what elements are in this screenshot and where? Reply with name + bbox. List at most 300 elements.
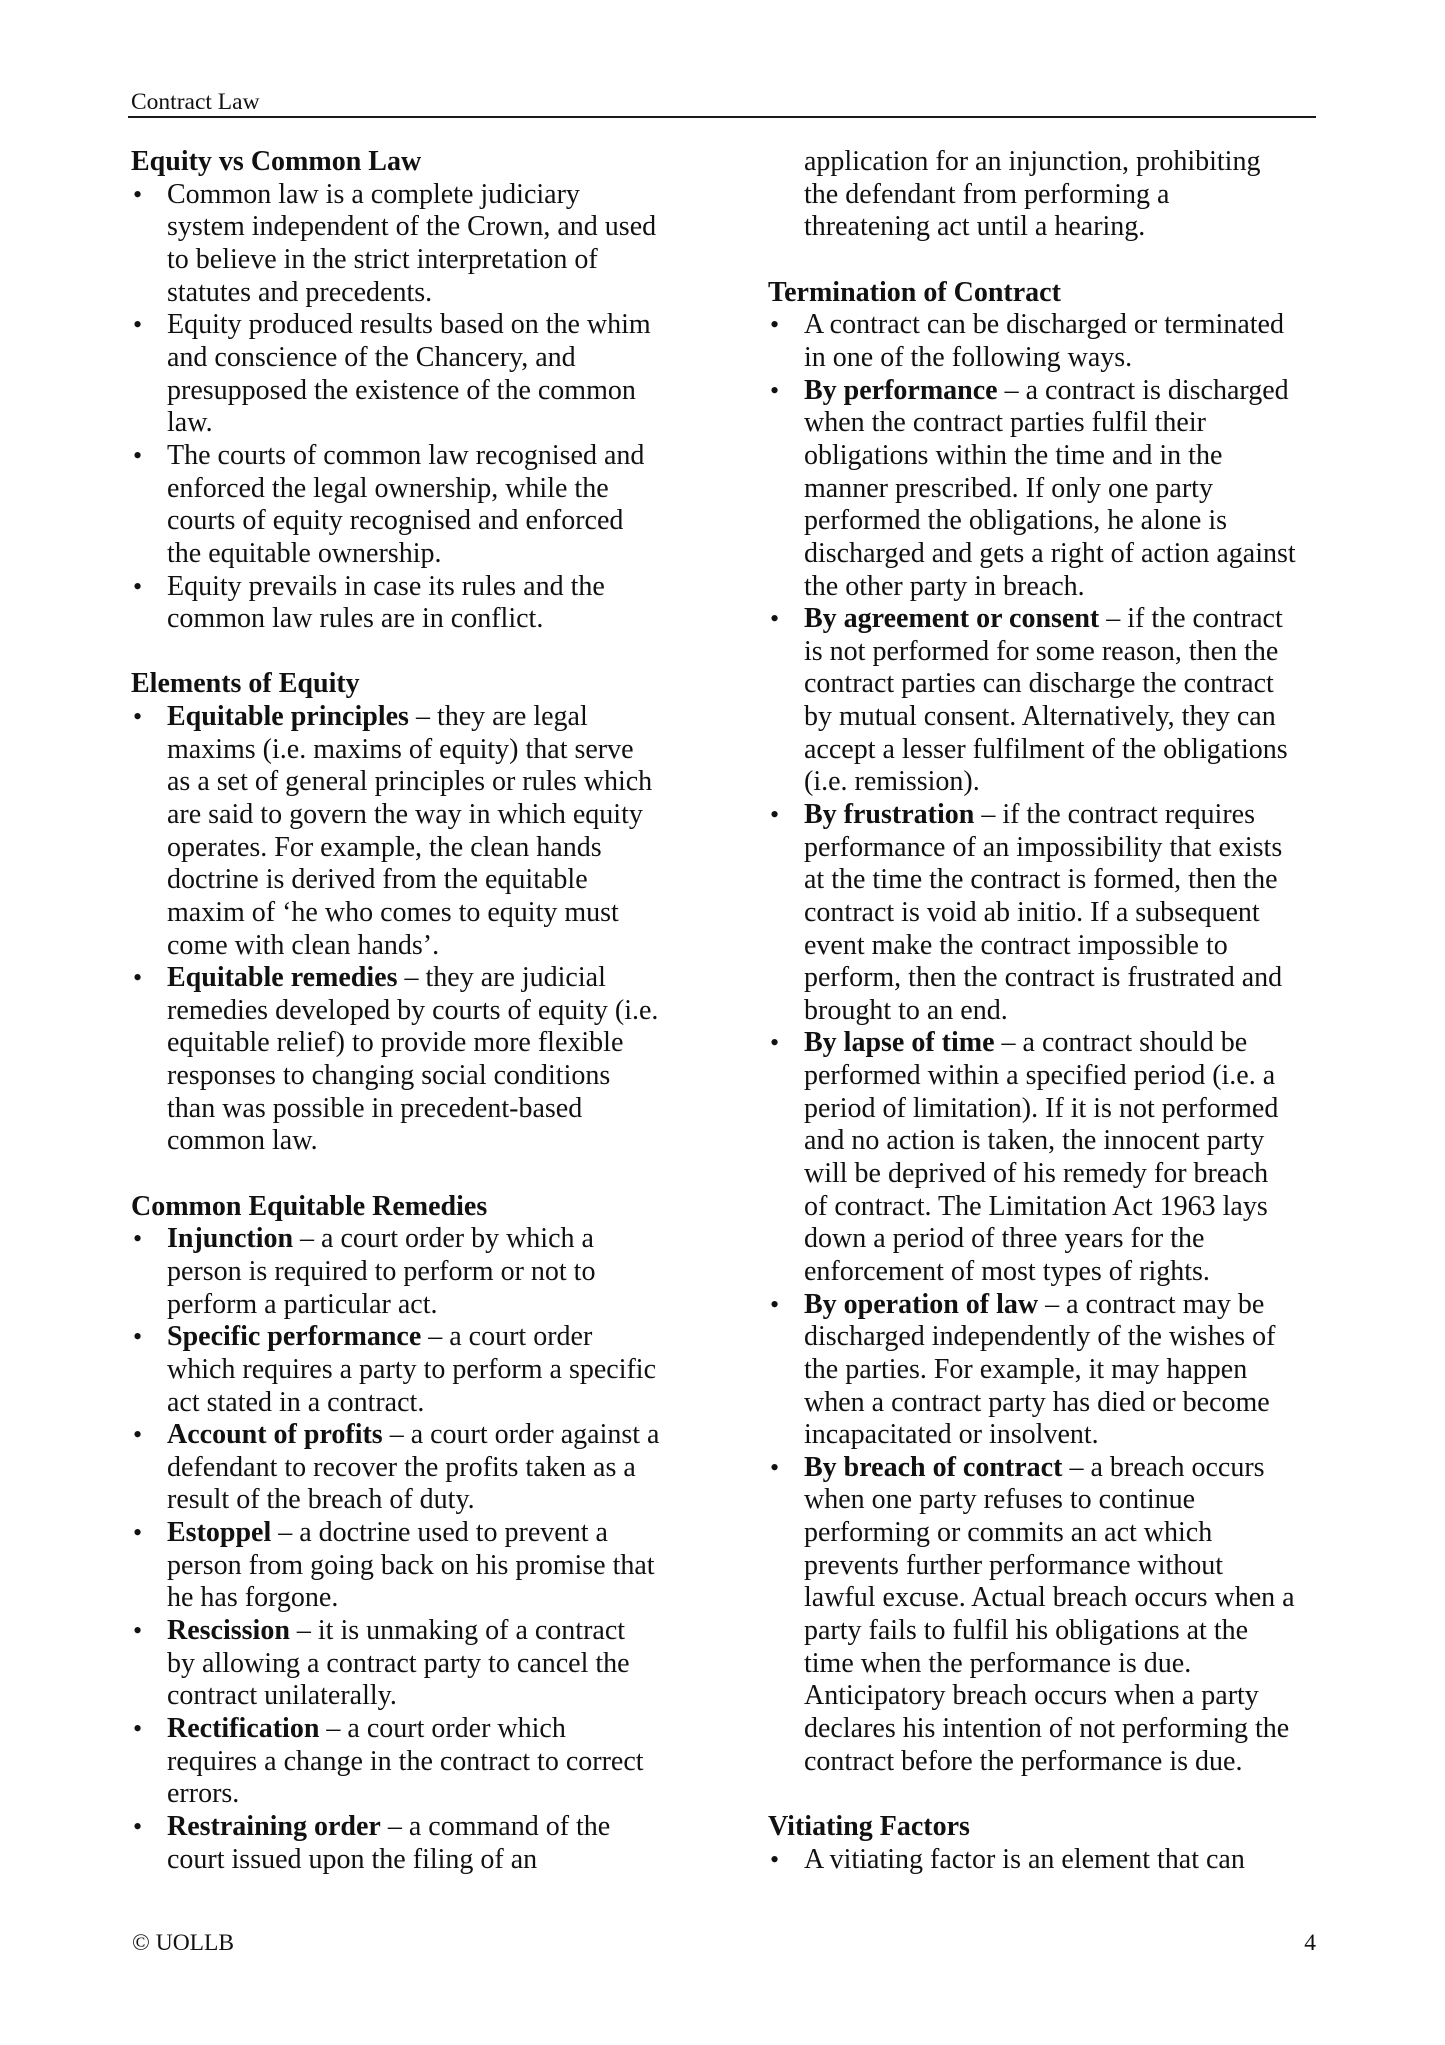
- term-label: By agreement or consent: [804, 603, 1100, 635]
- line-text: [167, 1027, 623, 1060]
- bullet-list-item: [131, 1615, 691, 1713]
- line-body: – they are judicial: [397, 962, 606, 994]
- bullet-list-item: [131, 962, 691, 1158]
- line-text: [804, 897, 1260, 930]
- bullet-list-item: [768, 1289, 1328, 1452]
- bullet-list-item: [131, 701, 691, 962]
- line-text: [804, 1844, 1245, 1877]
- text-line: [131, 1027, 691, 1060]
- text-line: [131, 603, 691, 636]
- text-line: [131, 440, 691, 473]
- line-text: [804, 1746, 1242, 1779]
- text-line: [131, 897, 691, 930]
- section-heading: [131, 668, 691, 701]
- text-line: [768, 1615, 1328, 1648]
- term-label: Rectification: [167, 1712, 320, 1744]
- line-text: [167, 1452, 636, 1485]
- line-body: statutes and precedents.: [167, 276, 433, 308]
- text-line: [768, 1713, 1328, 1746]
- text-line: [768, 1321, 1328, 1354]
- text-line: [131, 309, 691, 342]
- section-heading-text: Elements of Equity: [131, 668, 360, 700]
- text-line: [131, 734, 691, 767]
- bullet-icon: •: [770, 375, 780, 405]
- text-line: [768, 440, 1328, 473]
- line-text: [804, 799, 1255, 832]
- line-body: performed within a specified period (i.e. a: [804, 1060, 1276, 1092]
- line-body: prevents further performance without: [804, 1549, 1224, 1581]
- text-line: [131, 244, 691, 277]
- line-text: [167, 603, 543, 636]
- line-body: The courts of common law recognised and: [167, 439, 645, 471]
- line-text: [804, 473, 1213, 506]
- text-line: [131, 473, 691, 506]
- text-line: [131, 1648, 691, 1681]
- line-text: [167, 407, 213, 440]
- text-line: [768, 1191, 1328, 1224]
- line-text: [167, 1419, 659, 1452]
- line-body: – a court order: [421, 1321, 593, 1353]
- bullet-list-item: [768, 1452, 1328, 1778]
- line-body: – a breach occurs: [1062, 1451, 1265, 1483]
- line-body: enforced the legal ownership, while the: [167, 472, 609, 504]
- term-label: Equitable remedies: [167, 962, 398, 994]
- text-line: [131, 1256, 691, 1289]
- bullet-list-item: [768, 1027, 1328, 1288]
- line-body: errors.: [167, 1778, 240, 1810]
- line-text: [167, 766, 652, 799]
- line-body: contract parties can discharge the contract: [804, 668, 1274, 700]
- line-text: [167, 440, 644, 473]
- line-body: declares his intention of not performing the: [804, 1712, 1290, 1744]
- line-body: – if the contract: [1099, 603, 1283, 635]
- text-line: [768, 668, 1328, 701]
- bullet-list-item: [131, 1713, 691, 1811]
- line-body: incapacitated or insolvent.: [804, 1419, 1099, 1451]
- text-line: [768, 1256, 1328, 1289]
- line-text: [804, 571, 1085, 604]
- text-line: [131, 407, 691, 440]
- bullet-icon: •: [133, 1713, 143, 1743]
- line-text: [804, 1550, 1223, 1583]
- line-text: [804, 1680, 1259, 1713]
- text-line: [131, 538, 691, 571]
- text-line: [131, 342, 691, 375]
- line-body: defendant to recover the profits taken as a: [167, 1451, 636, 1483]
- line-body: presupposed the existence of the common: [167, 374, 636, 406]
- line-body: when one party refuses to continue: [804, 1484, 1196, 1516]
- bullet-icon: •: [133, 571, 143, 601]
- bullet-icon: •: [133, 310, 143, 340]
- blank-line: [131, 636, 691, 669]
- line-body: contract unilaterally.: [167, 1680, 397, 1712]
- line-body: performing or commits an act which: [804, 1517, 1213, 1549]
- text-line: [131, 1289, 691, 1322]
- line-body: obligations within the time and in the: [804, 439, 1223, 471]
- line-body: enforcement of most types of rights.: [804, 1255, 1210, 1287]
- line-text: [167, 1648, 630, 1681]
- bullet-list-item: [768, 309, 1328, 374]
- text-line: [768, 1746, 1328, 1779]
- text-line: [131, 701, 691, 734]
- term-label: By operation of law: [804, 1288, 1039, 1320]
- bullet-list-item: [131, 1419, 691, 1517]
- line-body: A vitiating factor is an element that can: [804, 1843, 1245, 1875]
- line-text: [167, 1387, 424, 1420]
- bullet-list-item: [131, 309, 691, 440]
- text-line: [768, 211, 1328, 244]
- line-body: to believe in the strict interpretation of: [167, 244, 598, 276]
- line-body: Equity produced results based on the whim: [167, 309, 651, 341]
- text-line: [768, 995, 1328, 1028]
- line-body: when a contract party has died or become: [804, 1386, 1270, 1418]
- bullet-icon: •: [770, 1452, 780, 1482]
- text-line: [768, 766, 1328, 799]
- blank-line: [768, 1778, 1328, 1811]
- line-text: [804, 1027, 1247, 1060]
- line-text: [167, 1223, 594, 1256]
- text-line: [131, 1125, 691, 1158]
- line-text: [804, 1191, 1268, 1224]
- line-body: – a court order which: [319, 1712, 566, 1744]
- text-line: [768, 1125, 1328, 1158]
- line-body: court issued upon the filing of an: [167, 1843, 538, 1875]
- text-line: [768, 179, 1328, 212]
- line-text: [167, 342, 576, 375]
- term-label: Specific performance: [167, 1321, 422, 1353]
- line-text: [804, 995, 1008, 1028]
- line-text: [804, 538, 1296, 571]
- text-line: [768, 538, 1328, 571]
- footer-copyright: © UOLLB: [132, 1930, 235, 1956]
- term-label: By lapse of time: [804, 1027, 995, 1059]
- text-line: [131, 1680, 691, 1713]
- bullet-icon: •: [770, 310, 780, 340]
- bullet-icon: •: [133, 1322, 143, 1352]
- line-text: [804, 211, 1145, 244]
- text-line: [768, 799, 1328, 832]
- line-text: [804, 1452, 1265, 1485]
- line-text: [804, 342, 1132, 375]
- line-body: event make the contract impossible to: [804, 929, 1228, 961]
- line-text: [167, 1354, 656, 1387]
- line-body: person is required to perform or not to: [167, 1255, 596, 1287]
- line-text: [804, 1125, 1264, 1158]
- text-line: [768, 1680, 1328, 1713]
- line-body: discharged independently of the wishes of: [804, 1321, 1276, 1353]
- bullet-icon: •: [133, 1518, 143, 1548]
- text-line: [768, 1844, 1328, 1877]
- section-heading: [131, 1191, 691, 1224]
- text-line: [131, 211, 691, 244]
- text-line: [768, 1093, 1328, 1126]
- bullet-list-item: [768, 1844, 1328, 1877]
- line-body: the defendant from performing a: [804, 178, 1170, 210]
- text-line: [768, 1354, 1328, 1387]
- section-heading-text: Termination of Contract: [768, 276, 1061, 308]
- text-line: [131, 277, 691, 310]
- line-text: [167, 930, 439, 963]
- bullet-icon: •: [770, 1028, 780, 1058]
- line-body: maxim of ‘he who comes to equity must: [167, 896, 619, 928]
- line-body: person from going back on his promise that: [167, 1549, 655, 1581]
- line-text: [804, 864, 1278, 897]
- bullet-icon: •: [133, 1811, 143, 1841]
- text-line: [131, 375, 691, 408]
- line-body: – a contract should be: [994, 1027, 1248, 1059]
- line-text: [167, 571, 605, 604]
- text-line: [768, 342, 1328, 375]
- line-body: period of limitation). If it is not performed: [804, 1092, 1279, 1124]
- line-body: when the contract parties fulfil their: [804, 407, 1206, 439]
- line-body: which requires a party to perform a specific: [167, 1353, 657, 1385]
- line-body: – they are legal: [408, 701, 588, 733]
- term-label: Restraining order: [167, 1810, 381, 1842]
- line-text: [804, 309, 1284, 342]
- section-heading: [768, 277, 1328, 310]
- text-line: [131, 1223, 691, 1256]
- line-body: accept a lesser fulfilment of the obligations: [804, 733, 1288, 765]
- text-line: [131, 962, 691, 995]
- line-text: [167, 1517, 608, 1550]
- text-line: [131, 505, 691, 538]
- line-body: performance of an impossibility that exists: [804, 831, 1283, 863]
- line-text: [167, 1289, 438, 1322]
- text-line: [768, 1387, 1328, 1420]
- text-line: [768, 505, 1328, 538]
- text-line: [768, 1223, 1328, 1256]
- line-body: the parties. For example, it may happen: [804, 1353, 1248, 1385]
- line-body: – a court order against a: [382, 1419, 660, 1451]
- text-line: [131, 1387, 691, 1420]
- line-text: [804, 1582, 1295, 1615]
- text-line: [768, 473, 1328, 506]
- text-line: [131, 1550, 691, 1583]
- line-text: [167, 1060, 610, 1093]
- text-line: [768, 375, 1328, 408]
- bullet-icon: •: [770, 1844, 780, 1874]
- line-text: [804, 603, 1283, 636]
- text-line: [768, 1289, 1328, 1322]
- line-text: [804, 375, 1289, 408]
- line-text: [804, 1158, 1268, 1191]
- line-body: he has forgone.: [167, 1582, 339, 1614]
- line-text: [167, 1680, 397, 1713]
- line-text: [167, 799, 643, 832]
- term-label: Equitable principles: [167, 701, 409, 733]
- bullet-list-item: [131, 571, 691, 636]
- line-text: [167, 897, 619, 930]
- line-text: [804, 930, 1228, 963]
- line-text: [804, 1648, 1191, 1681]
- line-body: – a contract may be: [1038, 1288, 1265, 1320]
- line-body: than was possible in precedent-based: [167, 1092, 583, 1124]
- left-column: [131, 146, 691, 1876]
- text-line: [131, 1354, 691, 1387]
- line-body: (i.e. remission).: [804, 766, 980, 798]
- line-body: time when the performance is due.: [804, 1647, 1192, 1679]
- line-text: [804, 701, 1276, 734]
- line-body: – a doctrine used to prevent a: [271, 1517, 608, 1549]
- line-text: [167, 1778, 239, 1811]
- line-text: [804, 1321, 1275, 1354]
- line-body: – it is unmaking of a contract: [289, 1615, 626, 1647]
- line-body: and no action is taken, the innocent party: [804, 1125, 1265, 1157]
- text-line: [768, 734, 1328, 767]
- bullet-list-item: [131, 440, 691, 571]
- text-line: [131, 1452, 691, 1485]
- bullet-list-item: [131, 1223, 691, 1321]
- line-text: [167, 1550, 655, 1583]
- text-line: [131, 799, 691, 832]
- text-line: [768, 1550, 1328, 1583]
- line-text: [167, 832, 602, 865]
- text-line: [131, 1060, 691, 1093]
- text-line: [131, 1713, 691, 1746]
- text-line: [131, 1844, 691, 1877]
- line-body: come with clean hands’.: [167, 929, 440, 961]
- text-line: [768, 1060, 1328, 1093]
- line-body: contract is void ab initio. If a subsequent: [804, 896, 1260, 928]
- line-text: [167, 1615, 625, 1648]
- text-line: [131, 1484, 691, 1517]
- text-line: [131, 995, 691, 1028]
- line-body: manner prescribed. If only one party: [804, 472, 1213, 504]
- line-body: perform, then the contract is frustrated and: [804, 962, 1283, 994]
- line-text: [167, 244, 598, 277]
- text-line: [768, 1158, 1328, 1191]
- bullet-list-item: [131, 1811, 691, 1876]
- header-rule-divider: [128, 116, 1316, 118]
- line-text: [804, 1060, 1275, 1093]
- line-body: lawful excuse. Actual breach occurs when a: [804, 1582, 1295, 1614]
- line-text: [167, 1125, 318, 1158]
- text-line: [768, 1452, 1328, 1485]
- line-text: [167, 538, 441, 571]
- line-text: [167, 1093, 582, 1126]
- line-text: [167, 1582, 338, 1615]
- line-body: – if the contract requires: [974, 799, 1255, 830]
- text-line: [131, 1778, 691, 1811]
- line-body: performed the obligations, he alone is: [804, 505, 1227, 537]
- line-text: [804, 1354, 1247, 1387]
- line-body: maxims (i.e. maxims of equity) that serve: [167, 733, 634, 765]
- text-line: [131, 1093, 691, 1126]
- line-text: [167, 505, 623, 538]
- line-body: – a court order by which a: [293, 1223, 594, 1255]
- line-text: [167, 277, 432, 310]
- line-text: [804, 1093, 1278, 1126]
- line-body: common law rules are in conflict.: [167, 603, 544, 635]
- line-text: [167, 962, 606, 995]
- line-text: [167, 1713, 566, 1746]
- term-label: Estoppel: [167, 1517, 272, 1549]
- line-text: [167, 1484, 475, 1517]
- line-body: application for an injunction, prohibiting: [804, 146, 1261, 178]
- line-text: [804, 1484, 1195, 1517]
- line-text: [167, 995, 658, 1028]
- text-line: [131, 864, 691, 897]
- text-line: [768, 146, 1328, 179]
- section-heading: [131, 146, 691, 179]
- line-body: Anticipatory breach occurs when a party: [804, 1680, 1259, 1712]
- line-body: operates. For example, the clean hands: [167, 831, 602, 863]
- bullet-list-item: [768, 603, 1328, 799]
- line-body: doctrine is derived from the equitable: [167, 864, 588, 896]
- bullet-icon: •: [133, 1420, 143, 1450]
- line-body: are said to govern the way in which equity: [167, 799, 643, 830]
- section-heading-text: Common Equitable Remedies: [131, 1190, 488, 1222]
- line-body: and conscience of the Chancery, and: [167, 342, 576, 374]
- line-text: [804, 1256, 1210, 1289]
- term-label: By breach of contract: [804, 1451, 1063, 1483]
- bullet-list-item: [131, 1517, 691, 1615]
- text-line: [131, 1419, 691, 1452]
- bullet-icon: •: [770, 604, 780, 634]
- line-body: contract before the performance is due.: [804, 1745, 1243, 1777]
- line-text: [804, 179, 1169, 212]
- line-text: [804, 505, 1227, 538]
- line-body: – a contract is discharged: [997, 374, 1289, 406]
- line-body: discharged and gets a right of action against: [804, 537, 1296, 569]
- line-body: requires a change in the contract to correct: [167, 1745, 644, 1777]
- text-line: [768, 571, 1328, 604]
- text-line: [131, 571, 691, 604]
- line-text: [804, 636, 1278, 669]
- line-text: [804, 407, 1206, 440]
- text-line: [131, 1582, 691, 1615]
- line-text: [167, 701, 588, 734]
- section-heading: [768, 1811, 1328, 1844]
- line-body: Common law is a complete judiciary: [167, 178, 580, 210]
- line-body: is not performed for some reason, then the: [804, 635, 1279, 667]
- line-text: [167, 473, 609, 506]
- term-label: Account of profits: [167, 1419, 383, 1451]
- line-text: [804, 1387, 1270, 1420]
- text-line: [768, 962, 1328, 995]
- line-text: [167, 179, 580, 212]
- blank-line: [131, 1158, 691, 1191]
- text-line: [768, 864, 1328, 897]
- text-line: [131, 1517, 691, 1550]
- text-line: [768, 930, 1328, 963]
- section-heading-text: Equity vs Common Law: [131, 146, 422, 178]
- text-line: [768, 1484, 1328, 1517]
- text-line: [768, 1027, 1328, 1060]
- text-line: [768, 1648, 1328, 1681]
- right-column: [768, 146, 1328, 1876]
- text-line: [768, 1517, 1328, 1550]
- term-label: By performance: [804, 374, 998, 406]
- term-label: Rescission: [167, 1615, 290, 1647]
- line-text: [804, 1713, 1289, 1746]
- line-body: A contract can be discharged or terminated: [804, 309, 1284, 341]
- line-body: will be deprived of his remedy for breach: [804, 1158, 1269, 1190]
- continued-list-item: [768, 146, 1328, 244]
- line-text: [804, 1419, 1099, 1452]
- text-line: [131, 179, 691, 212]
- line-text: [804, 832, 1282, 865]
- line-text: [804, 1615, 1248, 1648]
- line-text: [804, 1223, 1204, 1256]
- bullet-icon: •: [133, 1224, 143, 1254]
- line-body: at the time the contract is formed, then the: [804, 864, 1278, 896]
- line-body: – a command of the: [380, 1810, 611, 1842]
- line-body: in one of the following ways.: [804, 342, 1133, 374]
- line-text: [167, 864, 588, 897]
- line-body: system independent of the Crown, and used: [167, 211, 657, 243]
- bullet-icon: •: [133, 1616, 143, 1646]
